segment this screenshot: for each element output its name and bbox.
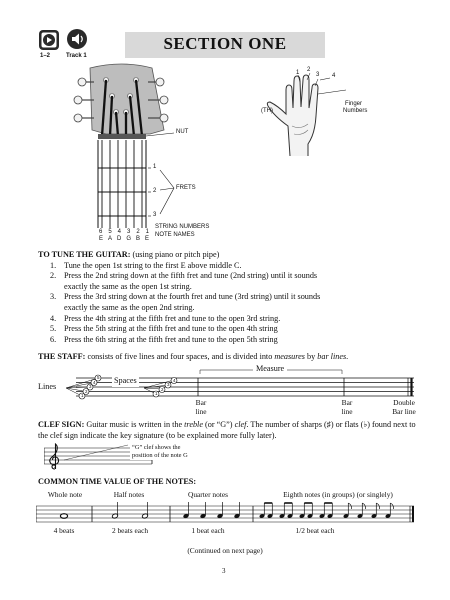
double-bar-word: Bar line [392,407,416,416]
half-notes-label: Half notes [113,490,145,499]
video-icon[interactable] [38,29,60,51]
line-number: 2 [85,388,88,394]
clef-heading: CLEF SIGN: [38,420,85,429]
note-values-staff [36,498,416,526]
step-text: Press the 4th string at the fifth fret and tune to the open 3rd string. [64,313,281,323]
string-number: 6 [99,229,103,235]
double-bar-word: Double [393,398,415,407]
bar-line-word: Bar [341,398,353,407]
line-number: 5 [97,375,100,380]
step-number: 5. [50,324,57,334]
step-number: 3. [50,292,57,302]
time-values-heading: COMMON TIME VALUE OF THE NOTES: [38,477,197,486]
note-name: D [117,236,122,242]
clef-caption-line-2: position of the note G [132,452,188,459]
list-item [50,335,336,346]
clef-text: Guitar music is written in the [84,420,185,429]
audio-icon[interactable] [66,28,88,50]
tuning-heading-note: (using piano or pitch pipe) [130,250,220,259]
quarter-notes-beats: 1 beat each [191,526,225,535]
list-item [50,324,336,335]
clef-caption-line-1: “G” clef shows the [132,444,181,451]
guitar-neck-diagram [60,60,230,245]
half-notes-beats: 2 beats each [111,526,149,535]
string-number: 3 [126,229,131,235]
tuning-section [38,250,410,345]
step-number: 4. [50,313,57,323]
bar-line-word: line [341,407,353,416]
finger-number-2: 2 [307,67,311,73]
section-title: SECTION ONE [163,34,287,53]
staff-barlines-term: bar lines [317,352,347,361]
step-text: Tune the open 1st string to the first E above middle C. [64,260,242,270]
tuning-heading-line [38,250,410,261]
string-number: 5 [108,229,112,235]
fret-number-2: 2 [153,188,157,194]
staff-text: consists of five lines and four spaces, and is divided into [85,352,275,361]
clef-term: clef [234,420,247,429]
measure-label: Measure [253,364,287,375]
continued-note: (Continued on next page) [187,546,263,555]
space-number: 2 [161,386,164,392]
step-number: 2. [50,271,57,281]
bar-line-label-1 [186,398,216,416]
space-number: 3 [167,382,170,387]
line-number: 4 [93,379,96,385]
note-names-row [99,236,149,242]
note-names-label: NOTE NAMES [155,232,195,238]
string-numbers-row [99,229,149,235]
note-name: E [99,236,104,242]
double-bar-line-label [384,398,424,416]
fret-number-3: 3 [153,212,157,218]
staff-spaces-label: Spaces [114,376,137,385]
note-name: B [135,236,140,242]
note-name: A [108,236,113,242]
finger-numbers-label-line-1: Finger [345,101,363,107]
clef-treble-term: treble [184,420,203,429]
string-number: 2 [136,229,140,235]
clef-text: (or “G”) [202,420,235,429]
page-number: 3 [222,567,226,575]
space-number: 1 [155,391,158,396]
list-item [50,314,336,325]
note-name: G [126,236,131,242]
frets-label: FRETS [176,185,196,191]
line-number: 1 [81,393,84,398]
quarter-notes-label: Quarter notes [187,490,229,499]
bar-line-label-2 [332,398,362,416]
string-numbers-label: STRING NUMBERS [155,224,210,230]
video-icon-label: 1–2 [40,53,51,59]
staff-lines-label: Lines [38,382,57,391]
finger-number-1: 1 [296,70,300,76]
space-number: 4 [173,377,176,383]
staff-description [38,352,418,363]
audio-icon-label: Track 1 [66,53,87,59]
staff-text: by [304,352,318,361]
clef-caption [130,444,188,460]
hand-diagram [260,70,380,160]
list-item [50,261,336,272]
step-text: Press the 3rd string down at the fourth fret and tune (3rd string) until it sounds exactly the same as the open 2nd string. [64,292,321,312]
eighth-notes-label: Eighth notes (in groups) (or singlely) [283,490,393,499]
step-text: Press the 5th string at the fifth fret and tune to the open 4th string [64,324,278,334]
step-number: 6. [50,334,57,344]
finger-number-3: 3 [316,72,320,78]
clef-description [38,420,416,441]
staff-heading: THE STAFF: [38,352,86,361]
finger-numbers-label-line-2: Numbers [343,108,368,114]
whole-note-beats: 4 beats [53,526,75,535]
eighth-notes-beats: 1/2 beat each [295,526,335,535]
whole-note-label: Whole note [47,490,83,499]
tuning-heading: TO TUNE THE GUITAR: [38,250,131,259]
list-item [50,292,336,313]
step-text: Press the 6th string at the fifth fret and tune to the open 5th string [64,334,278,344]
list-item [50,271,336,292]
staff-measures-term: measures [274,352,305,361]
step-text: Press the 2nd string down at the fifth fret and tune (2nd string) until it sounds exactly the same as the open 1st string. [64,271,318,291]
step-number: 1. [50,260,57,270]
finger-number-4: 4 [332,73,336,79]
nut-label: NUT [176,129,189,135]
clef-text: . The number of sharps (♯) or flats (♭) found next to the clef sign indicate the key signature (to be explained more fully later). [38,420,416,440]
bar-line-word: Bar [195,398,207,407]
thumb-label: (TH) [261,108,273,114]
string-number: 1 [145,229,149,235]
staff-text: . [346,352,349,361]
bar-line-word: line [195,407,207,416]
line-number: 3 [89,384,92,389]
note-name: E [144,236,149,242]
fret-number-1: 1 [153,164,157,170]
string-number: 4 [117,229,121,235]
tuning-steps [50,261,336,346]
